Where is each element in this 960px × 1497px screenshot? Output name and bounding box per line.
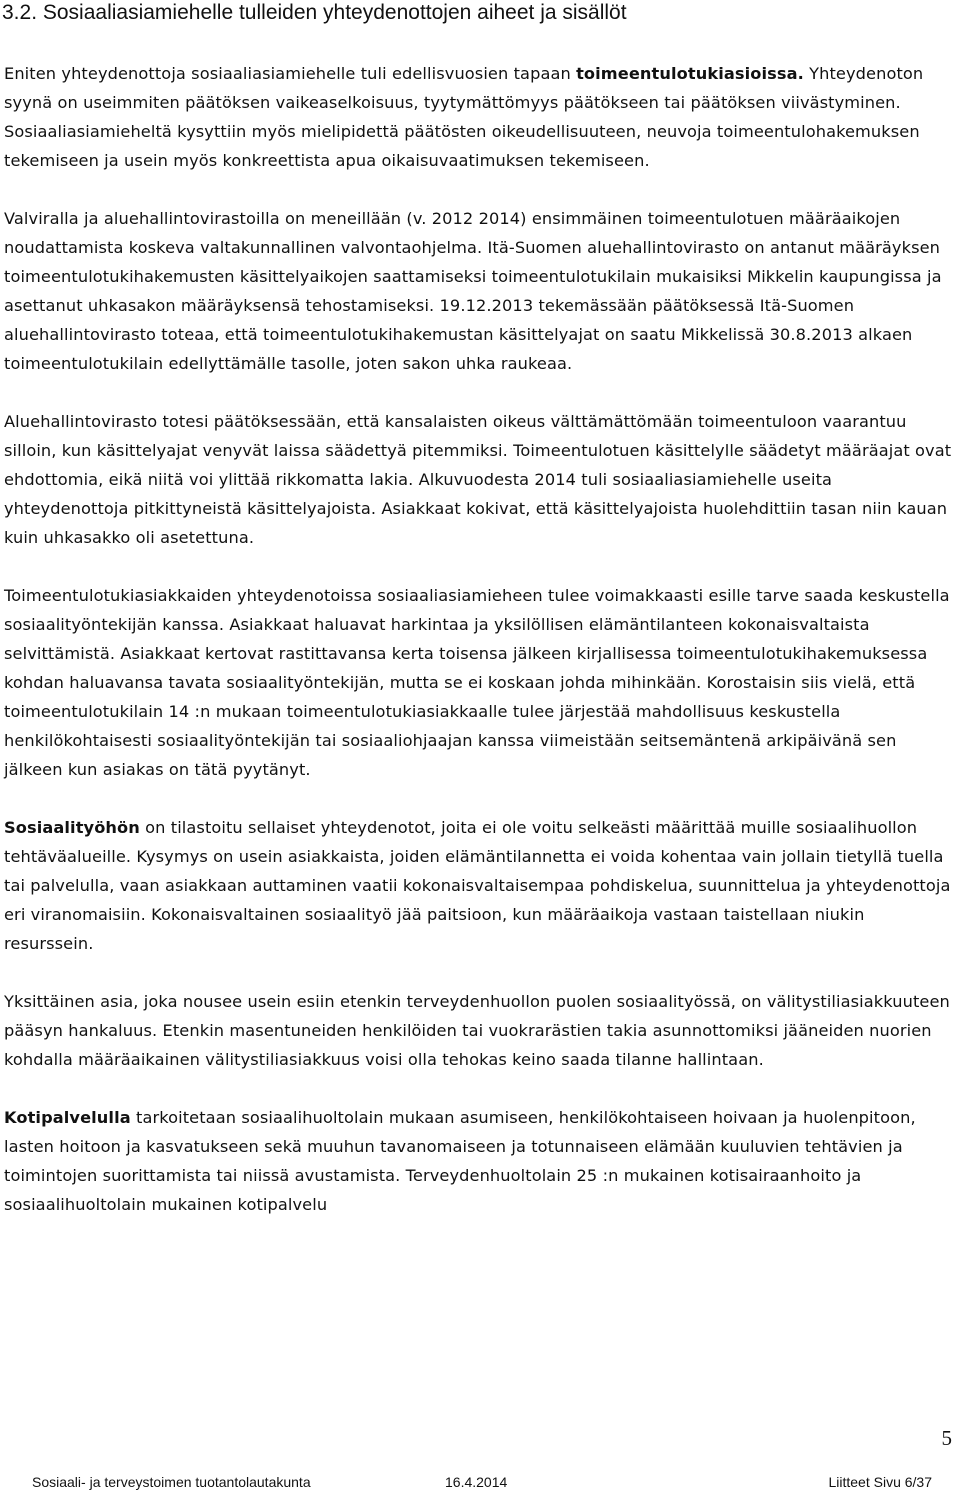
paragraph [4, 204, 952, 378]
paragraph-text: Yksittäinen asia, joka nousee usein esiin etenkin terveydenhuollon puolen sosiaalityössä, on välitystiliasiakkuuteen pääsyn hankaluus. Etenkin masentuneiden henkilöiden tai vuokrarästien takia asunnottomiksi jääneiden nuorien kohdalla määräaikainen välitystiliasiakkuus voisi olla tehokas keino saada tilanne hallintaan. [4, 992, 950, 1069]
paragraph-text: on tilastoitu sellaiset yhteydenotot, joita ei ole voitu selkeästi määrittää muille sosiaalihuollon tehtäväalueille. Kysymys on usein asiakkaista, joiden elämäntilannetta ei voida kohentaa vain jollain tietyllä tuella tai palvelulla, vaan asiakkaan auttaminen vaatii kokonaisvaltaisempaa pohdiskelua, suunnittelua ja yhteydenottoja eri viranomaisiin. Kokonaisvaltainen sosiaalityö jää paitsioon, kun määräaikoja vastaan taistellaan niukin resurssein. [4, 818, 951, 953]
paragraph-text: Toimeentulotukiasiakkaiden yhteydenotoissa sosiaaliasiamieheen tulee voimakkaasti esille tarve saada keskustella sosiaalityöntekijän kanssa. Asiakkaat haluavat harkintaa ja yksilöllisen elämäntilanteen kokonaisvaltaista selvittämistä. Asiakkaat kertovat rastittavansa kerta toisensa jälkeen kirjallisessa toimeentulotukihakemuksessa kohdan haluavansa tavata sosiaalityöntekijän, mutta se ei koskaan johda mihinkään. Korostaisin siis vielä, että toimeentulotukilain 14 :n mukaan toimeentulotukiasiakkaalle tulee järjestää mahdollisuus keskustella henkilökohtaisesti sosiaalityöntekijän tai sosiaaliohjaajan kanssa viimeistään seitsemäntenä arkipäivänä sen jälkeen kun asiakas on tätä pyytänyt. [4, 586, 950, 779]
footer-date: 16.4.2014 [445, 1474, 508, 1490]
body-text [4, 59, 952, 1219]
page-footer [32, 1472, 932, 1492]
paragraph-text: Eniten yhteydenottoja sosiaaliasiamiehelle tuli edellisvuosien tapaan [4, 64, 577, 83]
paragraph [4, 813, 952, 958]
footer-committee: Sosiaali- ja terveystoimen tuotantolautakunta [32, 1474, 311, 1490]
section-heading: 3.2. Sosiaaliasiamiehelle tulleiden yhteydenottojen aiheet ja sisällöt [2, 1, 627, 24]
bold-term: toimeentulotukiasioissa. [576, 64, 804, 83]
footer-page-info: Liitteet Sivu 6/37 [828, 1474, 932, 1490]
page-number: 5 [941, 1426, 952, 1450]
paragraph-text: tarkoitetaan sosiaalihuoltolain mukaan asumiseen, henkilökohtaiseen hoivaan ja huolenpitoon, lasten hoitoon ja kasvatukseen sekä muuhun tavanomaiseen ja totunnaiseen elämään kuuluvien tehtävien ja toimintojen suorittamista tai niissä avustamista. Terveydenhuoltolain 25 :n mukainen kotisairaanhoito ja sosiaalihuoltolain mukainen kotipalvelu [4, 1108, 916, 1214]
paragraph-text: Aluehallintovirasto totesi päätöksessään, että kansalaisten oikeus välttämättömään toimeentuloon vaarantuu silloin, kun käsittelyajat venyvät laissa säädettyä pitemmiksi. Toimeentulotuen käsittelylle säädetyt määräajat ovat ehdottomia, eikä niitä voi ylittää rikkomatta lakia. Alkuvuodesta 2014 tuli sosiaaliasiamiehelle useita yhteydenottoja pitkittyneistä käsittelyajoista. Asiakkaat kokivat, että käsittelyajoista huolehdittiin tasan niin kauan kuin uhkasakko oli asetettuna. [4, 412, 952, 547]
paragraph [4, 581, 952, 784]
bold-term: Kotipalvelulla [4, 1108, 131, 1127]
bold-term: Sosiaalityöhön [4, 818, 140, 837]
paragraph-text: Yhteydenoton syynä on useimmiten päätöksen vaikeaselkoisuus, tyytymättömyys päätökseen tai päätöksen viivästyminen. Sosiaaliasiamieheltä kysyttiin myös mielipidettä päätösten oikeudellisuuteen, neuvoja toimeentulohakemuksen tekemiseen ja usein myös konkreettista apua oikaisuvaatimuksen tekemiseen. [4, 64, 924, 170]
paragraph [4, 59, 952, 175]
paragraph [4, 1103, 952, 1219]
paragraph [4, 407, 952, 552]
paragraph-text: Valviralla ja aluehallintovirastoilla on meneillään (v. 2012 2014) ensimmäinen toimeentulotuen määräaikojen noudattamista koskeva valtakunnallinen valvontaohjelma. Itä-Suomen aluehallintovirasto on antanut määräyksen toimeentulotukihakemusten käsittelyaikojen saattamiseksi toimeentulotukilain mukaisiksi Mikkelin kaupungissa ja asettanut uhkasakon määräyksensä tehostamiseksi. 19.12.2013 tekemässään päätöksessä Itä-Suomen aluehallintovirasto toteaa, että toimeentulotukihakemustan käsittelyajat on saatu Mikkelissä 30.8.2013 alkaen toimeentulotukilain edellyttämälle tasolle, joten sakon uhka raukeaa. [4, 209, 942, 373]
paragraph [4, 987, 952, 1074]
